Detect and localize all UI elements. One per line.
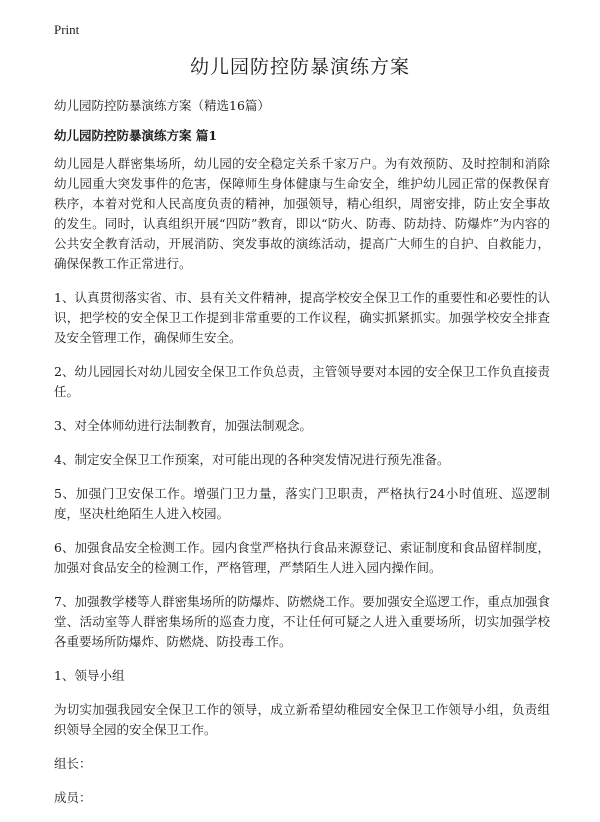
print-link[interactable]: Print (54, 22, 80, 37)
paragraph-leadership-desc: 为切实加强我园安全保卫工作的领导，成立新希望幼稚园安全保卫工作领导小组，负责组织领导全园的安全保卫工作。 (54, 702, 550, 737)
paragraph-item-7: 7、加强教学楼等人群密集场所的防爆炸、防燃烧工作。要加强安全巡逻工作，重点加强食堂、活动室等人群密集场所的巡查力度，不让任何可疑之人进入重要场所，切实加强学校各重要场所防爆炸、防燃烧、防投毒工作。 (54, 594, 550, 649)
paragraph-leader: 组长： (54, 756, 92, 771)
paragraph-leadership-heading: 1、领导小组 (54, 668, 125, 683)
document-body (54, 154, 550, 822)
paragraph-item-4: 4、制定安全保卫工作预案，对可能出现的各种突发情况进行预先准备。 (54, 452, 450, 467)
section-heading: 幼儿园防控防暴演练方案 篇1 (54, 128, 218, 143)
paragraph-item-5: 5、加强门卫安保工作。增强门卫力量，落实门卫职责，严格执行24小时值班、巡逻制度，坚决杜绝陌生人进入校园。 (54, 486, 550, 521)
paragraph-item-2: 2、幼儿园园长对幼儿园安全保卫工作负总责，主管领导要对本园的安全保卫工作负直接责任。 (54, 364, 550, 399)
paragraph-item-6: 6、加强食品安全检测工作。园内食堂严格执行食品来源登记、索证制度和食品留样制度，加强对食品安全的检测工作，严格管理，严禁陌生人进入园内操作间。 (54, 540, 550, 575)
paragraph-item-3: 3、对全体师幼进行法制教育，加强法制观念。 (54, 418, 312, 433)
paragraph-intro: 幼儿园是人群密集场所，幼儿园的安全稳定关系千家万户。为有效预防、及时控制和消除幼儿园重大突发事件的危害，保障师生身体健康与生命安全，维护幼儿园正常的保教保育秩序，本着对党和人民高度负责的精神，加强领导，精心组织，周密安排，防止安全事故的发生。同时，认真组织开展“四防”教育，即以“防火、防毒、防劫持、防爆炸”为内容的公共安全教育活动，开展消防、突发事故的演练活动，提高广大师生的自护、自救能力，确保保教工作正常进行。 (54, 156, 550, 271)
document-title: 幼儿园防控防暴演练方案 (189, 56, 410, 78)
paragraph-item-1: 1、认真贯彻落实省、市、县有关文件精神，提高学校安全保卫工作的重要性和必要性的认识，把学校的安全保卫工作提到非常重要的工作议程，确实抓紧抓实。加强学校安全排查及安全管理工作，确保师生安全。 (54, 290, 550, 345)
document-subtitle: 幼儿园防控防暴演练方案（精选16篇） (54, 98, 270, 113)
paragraph-members: 成员： (54, 790, 92, 805)
